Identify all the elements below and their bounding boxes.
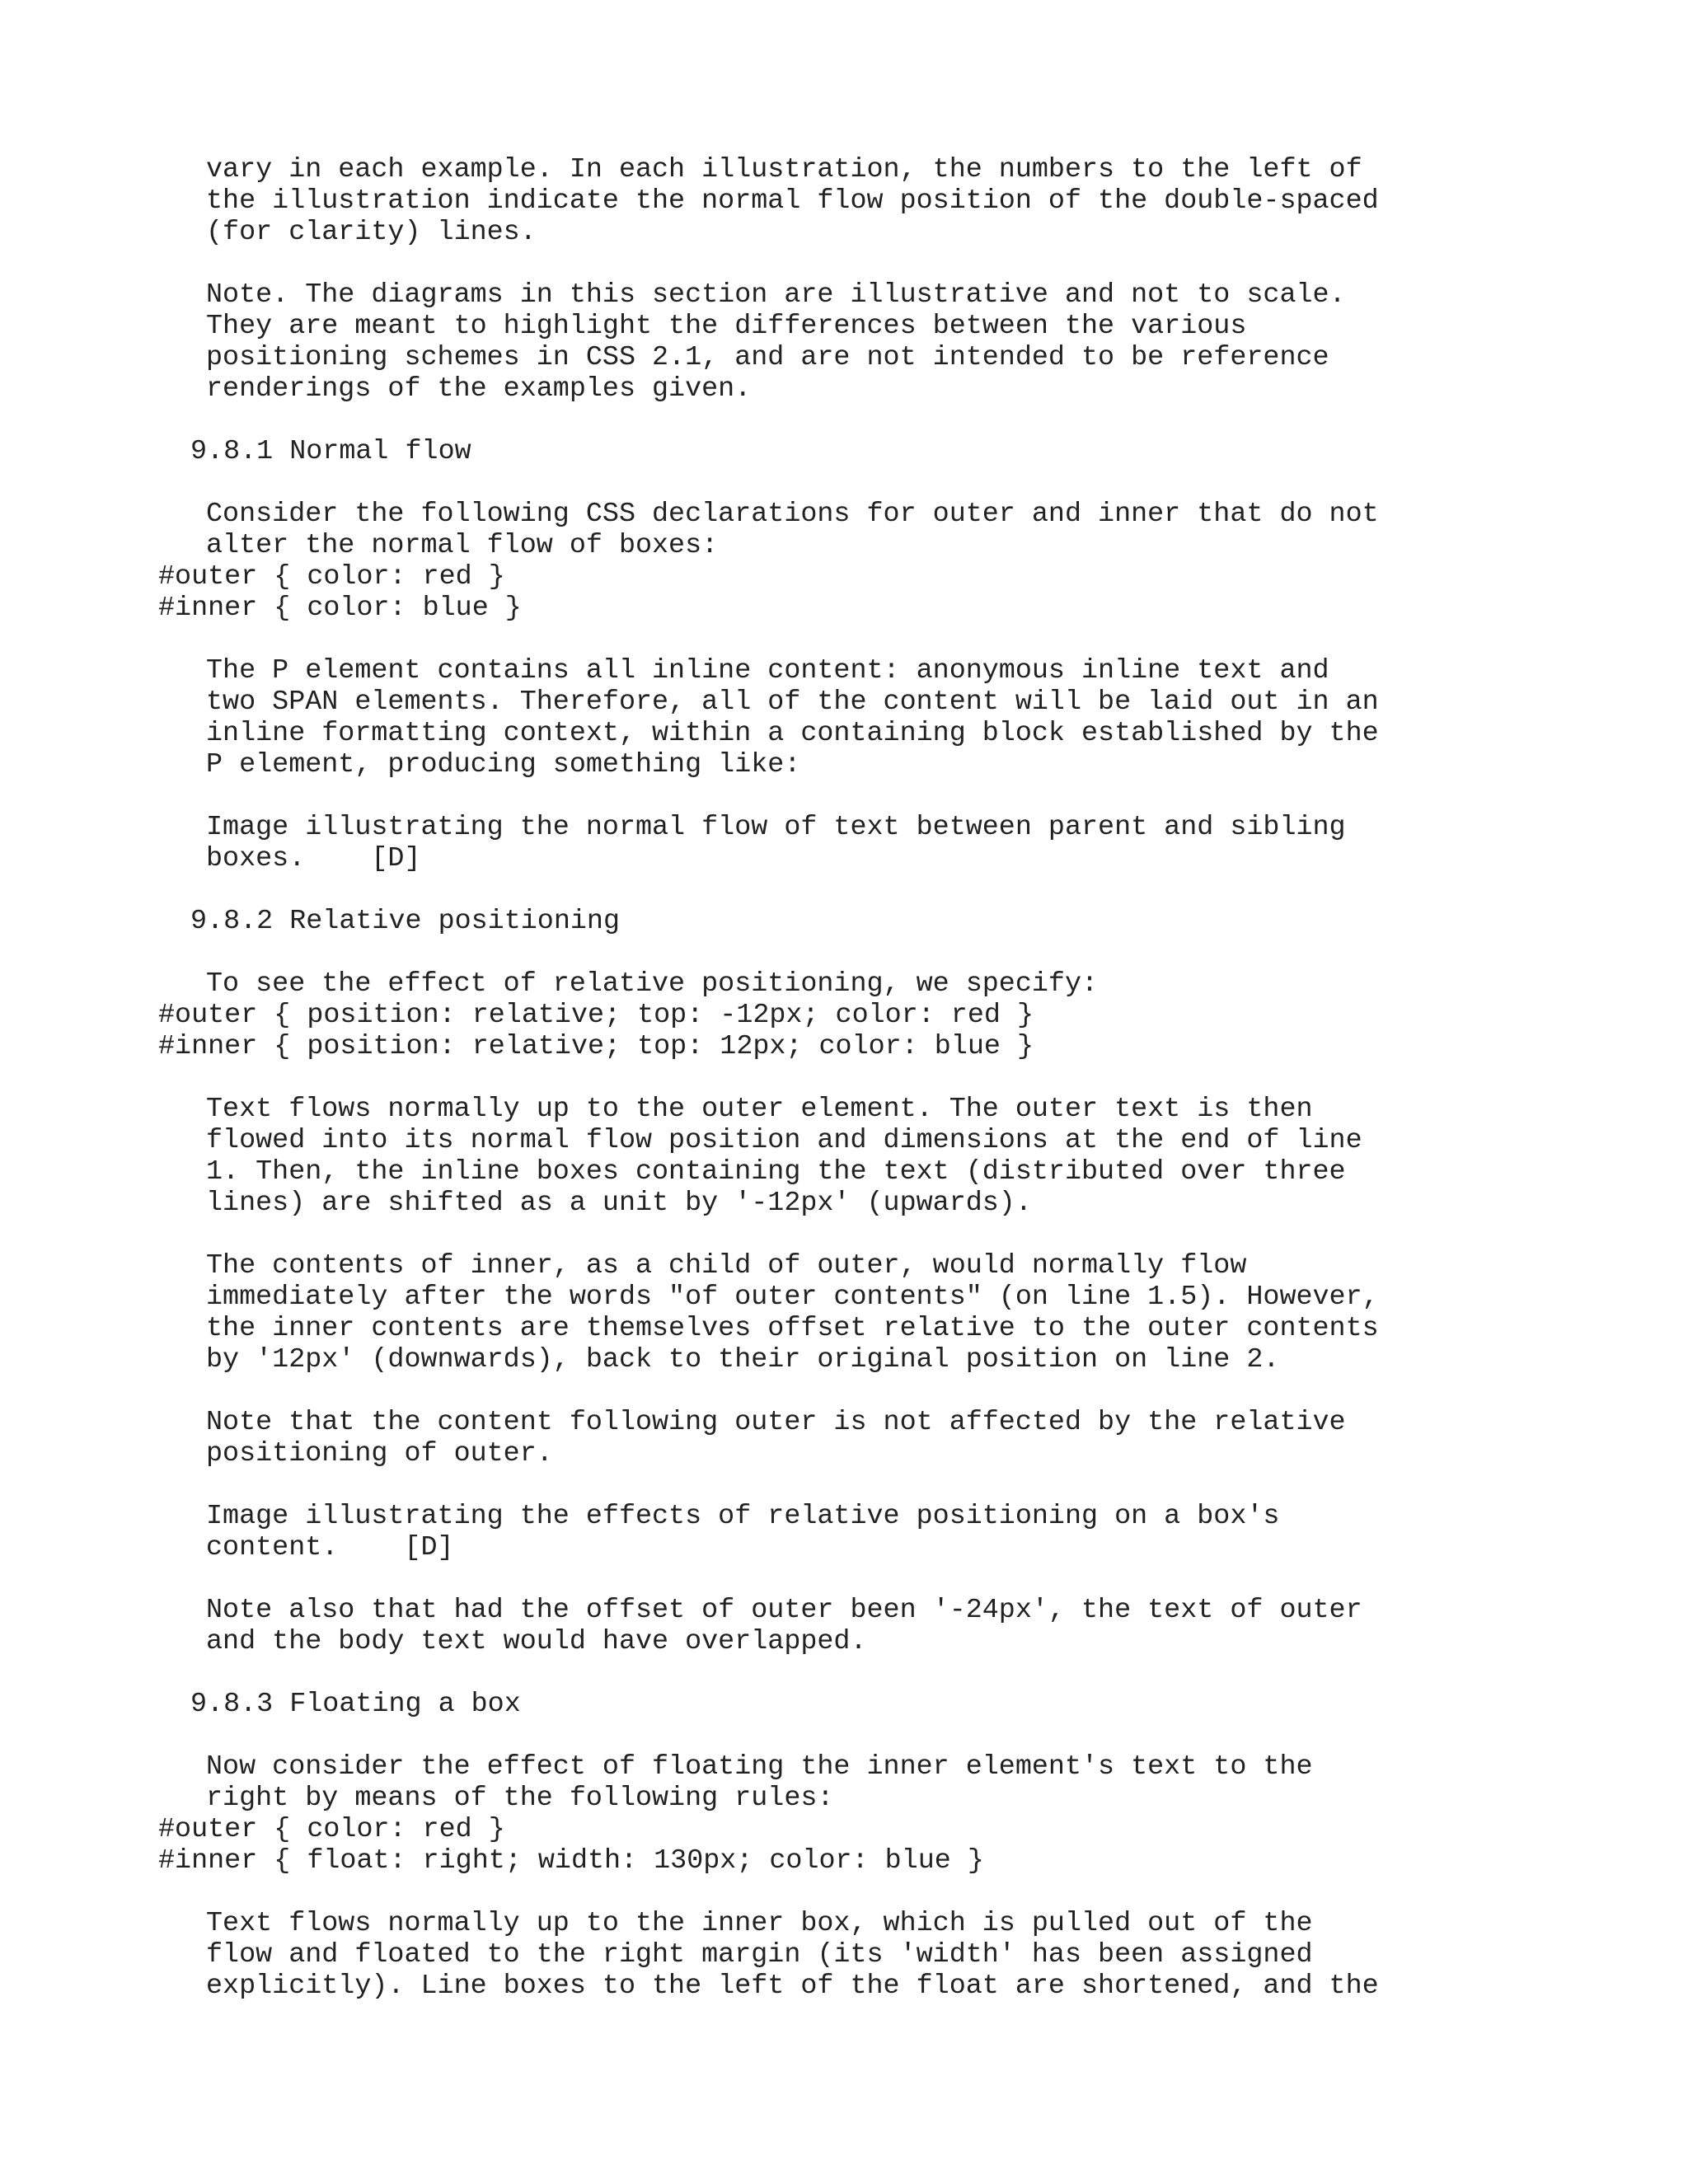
paragraph-line: flow and floated to the right margin (its 'width' has been assigned (206, 1939, 1313, 1971)
paragraph-line: Note. The diagrams in this section are illustrative and not to scale. (206, 279, 1346, 311)
section-heading: 9.8.1 Normal flow (190, 436, 471, 467)
paragraph-line: Text flows normally up to the outer element. The outer text is then (206, 1094, 1313, 1125)
paragraph-line: immediately after the words "of outer contents" (on line 1.5). However, (206, 1282, 1379, 1313)
code-line: #outer { color: red } (158, 561, 505, 593)
paragraph-line: positioning of outer. (206, 1438, 553, 1469)
code-line: #inner { color: blue } (158, 593, 522, 624)
paragraph-line: Note that the content following outer is not affected by the relative (206, 1407, 1346, 1438)
image-alt-text: content. [D] (206, 1532, 454, 1563)
paragraph-line: lines) are shifted as a unit by '-12px' (upwards). (206, 1188, 1032, 1219)
paragraph-line: Consider the following CSS declarations for outer and inner that do not (206, 499, 1379, 530)
paragraph-line: and the body text would have overlapped. (206, 1626, 867, 1657)
section-heading: 9.8.3 Floating a box (190, 1689, 521, 1720)
paragraph-line: vary in each example. In each illustration, the numbers to the left of (206, 154, 1362, 185)
paragraph-line: inline formatting context, within a containing block established by the (206, 718, 1379, 749)
paragraph-line: 1. Then, the inline boxes containing the text (distributed over three (206, 1156, 1346, 1188)
paragraph-line: The P element contains all inline content: anonymous inline text and (206, 655, 1329, 687)
section-heading: 9.8.2 Relative positioning (190, 906, 620, 937)
paragraph-line: Note also that had the offset of outer been '-24px', the text of outer (206, 1595, 1362, 1626)
paragraph-line: positioning schemes in CSS 2.1, and are not intended to be reference (206, 342, 1329, 373)
paragraph-line: alter the normal flow of boxes: (206, 530, 719, 561)
image-alt-text: Image illustrating the effects of relative positioning on a box's (206, 1501, 1280, 1532)
paragraph-line: Now consider the effect of floating the inner element's text to the (206, 1751, 1313, 1783)
paragraph-line: P element, producing something like: (206, 749, 801, 780)
paragraph-line: flowed into its normal flow position and dimensions at the end of line (206, 1125, 1362, 1156)
paragraph-line: Text flows normally up to the inner box, which is pulled out of the (206, 1908, 1313, 1939)
paragraph-line: the illustration indicate the normal flow position of the double-spaced (206, 185, 1379, 217)
paragraph-line: the inner contents are themselves offset relative to the outer contents (206, 1313, 1379, 1344)
code-line: #inner { float: right; width: 130px; color: blue } (158, 1845, 984, 1877)
paragraph-line: explicitly). Line boxes to the left of the float are shortened, and the (206, 1971, 1379, 2002)
image-alt-text: boxes. [D] (206, 843, 421, 874)
paragraph-line: (for clarity) lines. (206, 217, 537, 248)
paragraph-line: by '12px' (downwards), back to their original position on line 2. (206, 1344, 1280, 1376)
paragraph-line: They are meant to highlight the differences between the various (206, 311, 1247, 342)
code-line: #inner { position: relative; top: 12px; color: blue } (158, 1031, 1034, 1062)
code-line: #outer { position: relative; top: -12px; color: red } (158, 1000, 1034, 1031)
paragraph-line: To see the effect of relative positioning, we specify: (206, 968, 1099, 1000)
code-line: #outer { color: red } (158, 1814, 505, 1845)
paragraph-line: The contents of inner, as a child of outer, would normally flow (206, 1250, 1247, 1282)
image-alt-text: Image illustrating the normal flow of text between parent and sibling (206, 812, 1346, 843)
paragraph-line: two SPAN elements. Therefore, all of the content will be laid out in an (206, 687, 1379, 718)
paragraph-line: renderings of the examples given. (206, 373, 752, 405)
paragraph-line: right by means of the following rules: (206, 1783, 834, 1814)
